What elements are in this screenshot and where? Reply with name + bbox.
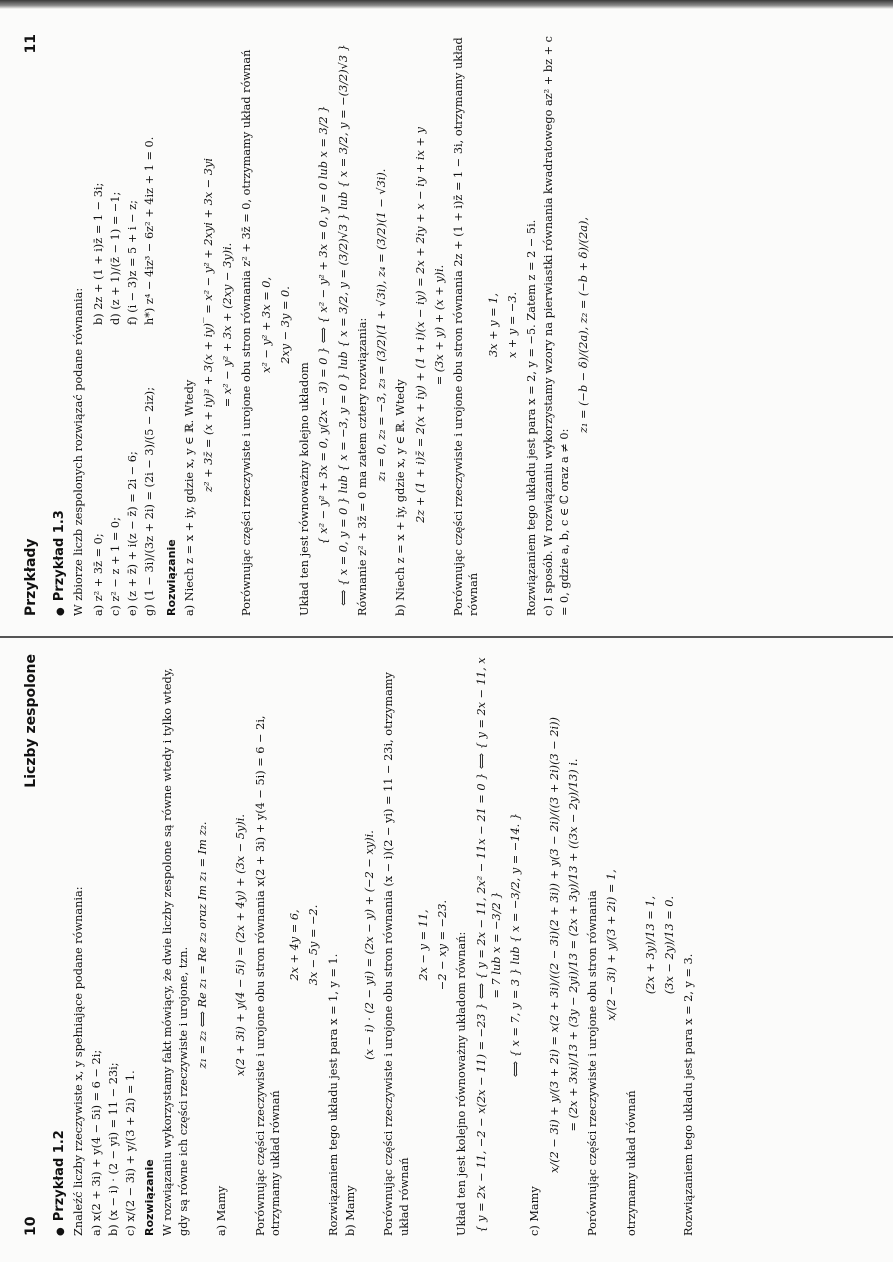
paragraph: Porównując części rzeczywiste i urojone obu stron równania x(2 + 3i) + y(4 − 5i) = 6 − 2i, otrzymamy układ równań: [253, 715, 282, 1236]
paragraph: Równanie z² + 3z̄ = 0 ma zatem cztery rozwiązania:: [355, 317, 369, 616]
system-line: 3x − 5y = −2.: [307, 904, 321, 986]
task-a: a) x(2 + 3i) + y(4 − 5i) = 6 − 2i;: [89, 1049, 103, 1236]
example-title: ● Przykład 1.3: [51, 34, 69, 616]
paragraph: Układ ten jest równoważny kolejno układom: [298, 362, 312, 616]
task-b: b) 2z + (1 + i)z̄ = 1 − 3i;: [91, 182, 105, 325]
equation: = (3x + y) + (x + y)i.: [432, 264, 446, 386]
paragraph: W rozwiązaniu wykorzystamy fakt mówiący, że dwie liczby zespolone są równe wtedy i tylko wtedy, gdy są równe ich części rzeczywiste i urojone, tzn.: [161, 667, 190, 1236]
system-line: 2x + 4y = 6,: [288, 909, 302, 981]
equation: ⟺ { x = 0, y = 0 } lub { x = −3, y = 0 } lub { x = 3/2, y = (3/2)√3 } lub { x = 3/2, y = −(3/2)√3 }: [336, 44, 350, 606]
example-intro: W zbiorze liczb zespolonych rozwiązać podane równania:: [72, 287, 86, 616]
left-page: [14, 640, 874, 1250]
running-head: Liczby zespolone: [23, 654, 39, 788]
task-e: e) (z + z̄) + i(z − z̄) = 2i − 6;: [126, 451, 140, 616]
task-list: [89, 34, 160, 616]
equation: z₁ = (−b − δ)/(2a), z₂ = (−b + δ)/(2a),: [576, 216, 590, 434]
equation: x/(2 − 3i) + y/(3 + 2i) = 1,: [605, 869, 619, 1021]
solution-heading: Rozwiązanie: [164, 539, 178, 616]
equation: x(2 + 3i) + y(4 − 5i) = (2x + 4y) + (3x − 5y)i.: [234, 814, 248, 1076]
page-header: [22, 34, 41, 616]
task-g: g) (1 − 3i)/(3z + 2i) = (2i − 3)/(5 − 2iz);: [143, 387, 157, 616]
equation: (x − i) · (2 − yi) = (2x − y) + (−2 − xy)i.: [363, 830, 377, 1060]
task-c: c) z² − z + 1 = 0;: [108, 517, 122, 616]
equation: x/(2 − 3i) + y/(3 + 2i) = x(2 + 3i)/((2 − 3i)(2 + 3i)) + y(3 − 2i)/((3 + 2i)(3 − 2i)): [547, 717, 561, 1173]
equation: { x² − y² + 3x = 0, y(2x − 3) = 0 } ⟺ { x² − y² + 3x = 0, y = 0 lub x = 3/2 }: [317, 105, 331, 545]
paragraph: Porównując części rzeczywiste i urojone obu stron równania (x − i)(2 − yi) = 11 − 23i, otrzymamy układ równań: [382, 672, 411, 1236]
task-d: d) (z + 1)/(z̄ − 1) = −1;: [108, 191, 122, 325]
system-line: (2x + 3y)/13 = 1,: [643, 895, 657, 995]
scan-edge-shadow: [0, 0, 893, 9]
paragraph: otrzymamy układ równań: [624, 1090, 638, 1236]
paragraph: Rozwiązaniem tego układu jest para x = 2, y = −5. Zatem z = 2 − 5i.: [525, 219, 539, 616]
paragraph: Porównując części rzeczywiste i urojone obu stron równania: [586, 890, 600, 1236]
right-page: [14, 20, 874, 630]
solution-b-intro: b) Niech z = x + iy, gdzie x, y ∈ ℝ. Wtedy: [394, 379, 408, 616]
system-line: (3x − 2y)/13 = 0.: [663, 895, 677, 995]
solution-a-label: a) Mamy: [215, 1185, 229, 1236]
system-line: 2xy − 3y = 0.: [278, 286, 292, 364]
equation: ⟺ { x = 7, y = 3 } lub { x = −3/2, y = −14. }: [509, 812, 523, 1078]
equation: z₁ = 0, z₂ = −3, z₃ = (3/2)(1 + √3i), z₄ = (3/2)(1 − √3i).: [375, 168, 389, 482]
equation: = x² − y² + 3x + (2xy − 3y)i.: [221, 242, 235, 408]
example-title: ● Przykład 1.2: [51, 654, 69, 1236]
solution-c-label: c) Mamy: [528, 1186, 542, 1236]
page-number: 10: [23, 1216, 39, 1236]
equation: = (2x + 3xi)/13 + (3y − 2yi)/13 = (2x + 3y)/13 + ((3x − 2y)/13) i.: [566, 758, 580, 1132]
solution-a-intro: a) Niech z = x + iy, gdzie x, y ∈ ℝ. Wtedy: [182, 379, 196, 616]
paragraph: Rozwiązaniem tego układu jest para x = 2, y = 3.: [682, 953, 696, 1236]
paragraph: Porównując części rzeczywiste i urojone obu stron równania z² + 3z̄ = 0, otrzymamy układ równań: [240, 49, 254, 616]
solution-c-intro: c) I sposób. W rozwiązaniu wykorzystamy wzory na pierwiastki równania kwadratowego az² + bz + c = 0, gdzie a, b, c ∈ ℂ oraz a ≠ 0:: [542, 35, 571, 616]
task-a: a) z² + 3z̄ = 0;: [91, 533, 105, 616]
page-header: [22, 654, 41, 1236]
task-f: f) (i − 3)z = 5 + i − z;: [126, 200, 140, 325]
solution-b-label: b) Mamy: [343, 1185, 357, 1236]
equation: z₁ = z₂ ⟺ Re z₁ = Re z₂ oraz Im z₁ = Im z₂.: [195, 821, 209, 1069]
equation: { y = 2x − 11, −2 − x(2x − 11) = −23 } ⟺ { y = 2x − 11, 2x² − 11x − 21 = 0 } ⟺ { y = 2x − 11, x = 7 lub x = −3/2 }: [474, 657, 503, 1233]
page-number: 11: [23, 34, 39, 54]
paragraph: Rozwiązaniem tego układu jest para x = 1, y = 1.: [326, 953, 340, 1236]
task-b: b) (x − i) · (2 − yi) = 11 − 23i;: [106, 1062, 120, 1236]
paragraph: Układ ten jest kolejno równoważny układom równań:: [455, 931, 469, 1236]
task-h: h*) z⁴ − 4iz³ − 6z² + 4iz + 1 = 0.: [143, 136, 157, 325]
task-c: c) x/(2 − 3i) + y/(3 + 2i) = 1.: [124, 1070, 138, 1236]
page-fold-line: [0, 636, 893, 638]
equation: 2z + (1 + i)z̄ = 2(x + iy) + (1 + i)(x − iy) = 2x + 2iy + x − iy + ix + y: [413, 127, 427, 523]
running-head: Przykłady: [23, 538, 39, 616]
solution-heading: Rozwiązanie: [143, 1159, 157, 1236]
system-line: 3x + y = 1,: [486, 293, 500, 358]
system-line: 2x − y = 11,: [416, 909, 430, 981]
equation: z² + 3z̄ = (x + iy)² + 3(x + iy)‾ = x² − y² + 2xyi + 3x − 3yi: [201, 158, 215, 492]
system-line: x² − y² + 3x = 0,: [259, 276, 273, 374]
system-line: x + y = −3.: [505, 291, 519, 359]
example-intro: Znaleźć liczby rzeczywiste x, y spełniające podane równania:: [72, 886, 86, 1236]
paragraph: Porównując części rzeczywiste i urojone obu stron równania 2z + (1 + i)z̄ = 1 − 3i, otrzymamy układ równań: [452, 37, 481, 616]
system-line: −2 − xy = −23.: [436, 899, 450, 991]
